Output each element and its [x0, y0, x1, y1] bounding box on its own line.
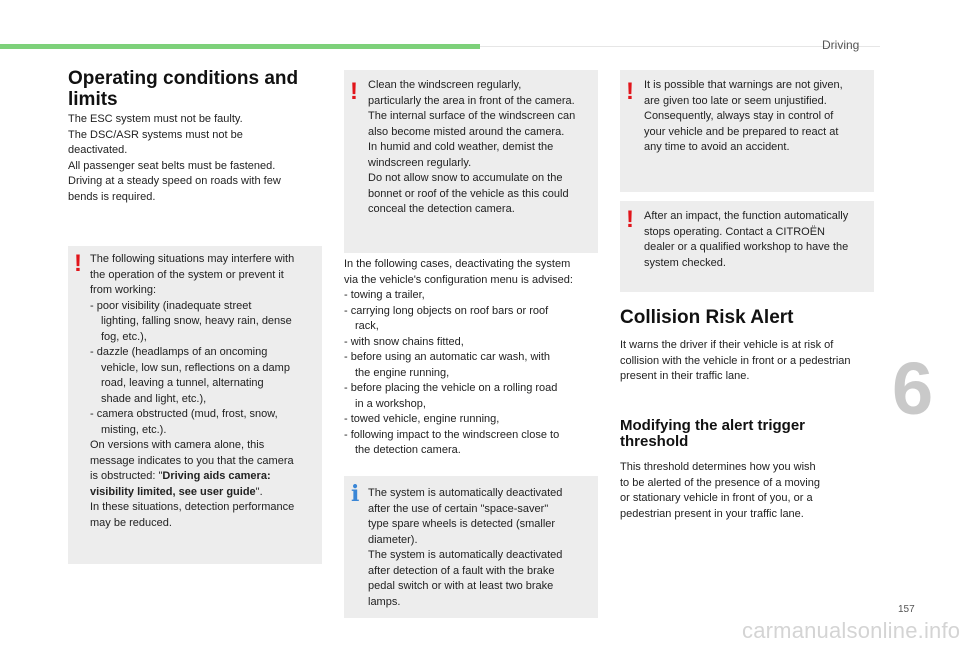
text-line: message indicates to you that the camera [90, 454, 294, 467]
text-line: On versions with camera alone, this [90, 439, 265, 451]
text-line: bonnet or roof of the vehicle as this could [368, 187, 569, 200]
warning-box-windscreen [344, 70, 598, 253]
text-line: conceal the detection camera. [368, 203, 515, 215]
text-line: misting, etc.). [101, 423, 167, 436]
text-line: any time to avoid an accident. [644, 141, 790, 153]
message-text: Driving aids camera: [162, 470, 271, 482]
text-line: It is possible that warnings are not given, [644, 79, 843, 91]
warning-box-control [620, 70, 874, 192]
text-line [90, 485, 294, 501]
text-line: are given too late or seem unjustified. [644, 94, 827, 107]
text-line: type spare wheels is detected (smaller [368, 518, 556, 530]
heading-line: Modifying the alert trigger [620, 417, 806, 434]
text-line: - poor visibility (inadequate street [90, 299, 252, 312]
text-line: particularly the area in front of the camera. [368, 94, 575, 107]
heading-operating-conditions [68, 68, 298, 110]
text-line: - dazzle (headlamps of an oncoming [90, 346, 268, 358]
text-line: lamps. [368, 595, 401, 608]
text-line: the operation of the system or prevent it [90, 268, 284, 281]
text-line: also become misted around the camera. [368, 125, 565, 138]
text-line: or stationary vehicle in front of you, or a [620, 492, 813, 504]
list-item: the detection camera. [355, 444, 461, 456]
operating-conditions-text [68, 112, 318, 205]
deactivation-cases-text [344, 257, 600, 459]
text-line: deactivated. [68, 144, 128, 156]
list-item: - towing a trailer, [344, 289, 425, 301]
text-line: system checked. [644, 256, 726, 269]
list-item: - before placing the vehicle on a rolling road [344, 382, 558, 394]
message-text: visibility limited, see user guide [90, 485, 256, 498]
text-line: This threshold determines how you wish [620, 461, 816, 473]
subheading-alert-threshold [620, 418, 805, 450]
text-line: after detection of a fault with the brake [368, 564, 555, 577]
heading-line: limits [68, 89, 118, 110]
text-line: pedal switch or with at least two brake [368, 580, 554, 592]
warning-box-interference [68, 246, 322, 564]
text-line: bends is required. [68, 190, 156, 203]
text-line: After an impact, the function automatically [644, 210, 849, 222]
warning-text [644, 209, 848, 271]
text-line: The internal surface of the windscreen can [368, 110, 576, 122]
text-line: present in their traffic lane. [620, 370, 750, 382]
warning-icon: ! [626, 78, 634, 105]
list-item: - carrying long objects on roof bars or roof [344, 304, 549, 317]
list-item: - before using an automatic car wash, with [344, 351, 551, 363]
text-line: vehicle, low sun, reflections on a damp [101, 361, 290, 374]
collision-alert-text [620, 338, 876, 385]
heading-line: Operating conditions and [68, 68, 299, 89]
text-line: to be alerted of the presence of a moving [620, 476, 820, 489]
text-line: In these situations, detection performance [90, 501, 295, 513]
warning-box-impact [620, 201, 874, 292]
page-number: 157 [898, 604, 915, 615]
text-line: pedestrian present in your traffic lane. [620, 507, 804, 520]
threshold-text [620, 460, 876, 522]
info-box-deactivation [344, 476, 598, 618]
heading-line: threshold [620, 433, 689, 450]
text-line: road, leaving a tunnel, alternating [101, 377, 264, 389]
text-line: The system is automatically deactivated [368, 487, 563, 499]
list-item: in a workshop, [355, 397, 426, 410]
text-line: In the following cases, deactivating the system [344, 258, 571, 270]
text-line: dealer or a qualified workshop to have the [644, 241, 849, 253]
warning-text [644, 78, 843, 156]
text-line: lighting, falling snow, heavy rain, dense [101, 315, 292, 327]
text-line: stops operating. Contact a CITROËN [644, 225, 825, 238]
list-item: - following impact to the windscreen close to [344, 428, 560, 441]
warning-icon: ! [626, 206, 634, 233]
text-line: The ESC system must not be faulty. [68, 113, 243, 125]
text-line: Clean the windscreen regularly, [368, 79, 522, 91]
text-line: windscreen regularly. [368, 156, 472, 169]
text-line: from working: [90, 284, 157, 296]
header-accent-bar [0, 44, 480, 49]
text-line: Driving at a steady speed on roads with few [68, 175, 281, 187]
text-line: your vehicle and be prepared to react at [644, 125, 839, 138]
text-line: - camera obstructed (mud, frost, snow, [90, 408, 278, 420]
warning-icon: ! [74, 250, 82, 277]
info-icon: i [351, 481, 360, 507]
chapter-number: 6 [892, 347, 934, 430]
section-title: Driving [822, 38, 860, 52]
text-line: collision with the vehicle in front or a pedestrian [620, 354, 851, 367]
text-line: may be reduced. [90, 516, 172, 529]
text-line: shade and light, etc.), [101, 392, 207, 405]
text-line: The system is automatically deactivated [368, 549, 563, 561]
header-rule [480, 46, 880, 47]
text-fragment: is obstructed: " [90, 470, 163, 482]
text-line: It warns the driver if their vehicle is at risk of [620, 339, 834, 351]
text-line: after the use of certain "space-saver" [368, 502, 549, 515]
text-line [90, 469, 294, 485]
text-line: The following situations may interfere with [90, 253, 295, 265]
text-line: In humid and cold weather, demist the [368, 141, 554, 153]
info-text [368, 486, 562, 610]
text-line: via the vehicle's configuration menu is advised: [344, 273, 573, 286]
heading-collision-risk-alert: Collision Risk Alert [620, 307, 794, 328]
text-line: Do not allow snow to accumulate on the [368, 172, 563, 184]
list-item: rack, [355, 320, 379, 332]
text-line: fog, etc.), [101, 330, 147, 343]
watermark: carmanualsonline.info [742, 618, 960, 643]
text-line: All passenger seat belts must be fastened. [68, 159, 276, 172]
list-item: - towed vehicle, engine running, [344, 413, 500, 425]
text-line: The DSC/ASR systems must not be [68, 128, 243, 141]
warning-text [368, 78, 575, 218]
list-item: - with snow chains fitted, [344, 335, 464, 348]
text-line: Consequently, always stay in control of [644, 110, 834, 122]
warning-icon: ! [350, 78, 358, 105]
text-line: diameter). [368, 533, 418, 546]
text-fragment: ". [255, 485, 263, 498]
list-item: the engine running, [355, 366, 450, 379]
warning-text [90, 252, 294, 531]
